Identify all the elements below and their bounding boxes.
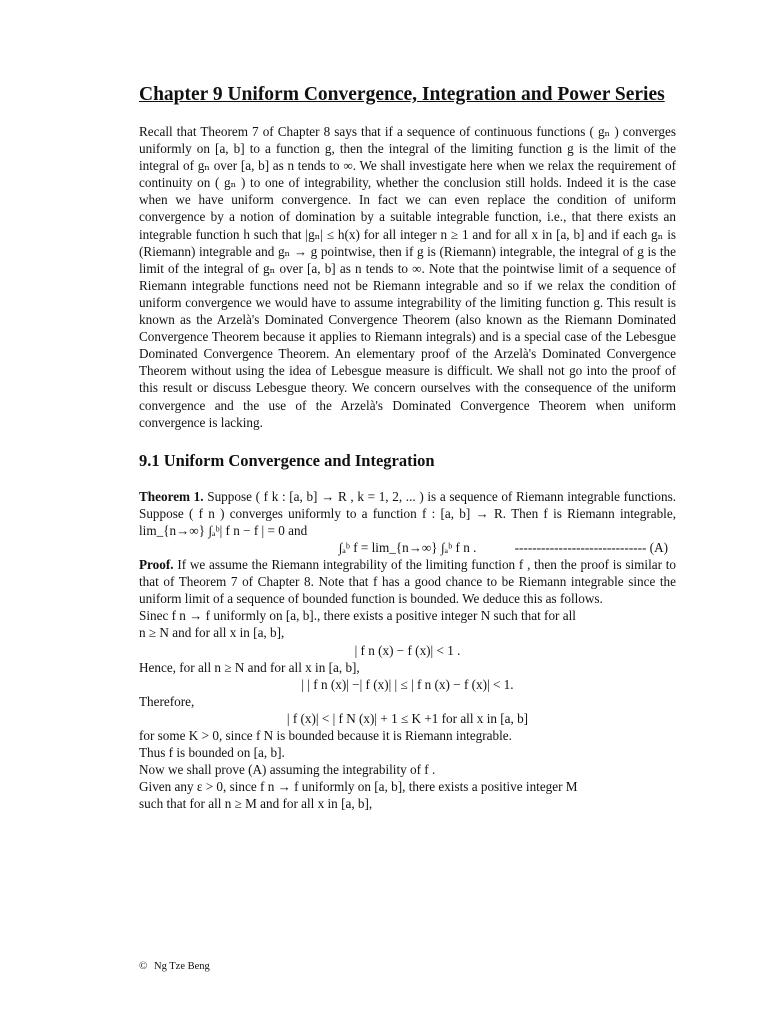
- proof-equation-1: | f n (x) − f (x)| < 1 .: [354, 642, 461, 658]
- proof-line-4: Therefore,: [139, 693, 195, 709]
- proof-line-5: for some K > 0, since f N is bounded because it is Riemann integrable.: [139, 728, 512, 743]
- copyright-icon: ©: [139, 960, 148, 972]
- proof-equation-3: | f (x)| < | f N (x)| + 1 ≤ K +1 for all x in [a, b]: [286, 710, 529, 726]
- proof-label: Proof.: [139, 557, 174, 573]
- proof-line-7: Now we shall prove (A) assuming the integrability of f .: [139, 762, 436, 778]
- proof-line-3: Hence, for all n ≥ N and for all x in [a, b],: [139, 659, 360, 675]
- proof-equation-2: | | f n (x)| −| f (x)| | ≤ | f n (x) − f (x)| < 1.: [301, 676, 514, 692]
- proof-line-8: Given any ε > 0, since f n → f uniformly on [a, b], there exists a positive integer M: [139, 779, 578, 795]
- proof-line-1: Sinec f n → f uniformly on [a, b]., there exists a positive integer N such that for all: [139, 608, 576, 624]
- theorem-text: Suppose ( f k : [a, b] → R , k = 1, 2, ... ) is a sequence of Riemann integrable functions. Suppose ( f n ) converges uniformly to a function f : [a, b] → R. Then f is Riemann integrable, lim_{n→∞} ∫ₐᵇ| f n − f | = 0 and: [139, 488, 677, 538]
- footer-author: Ng Tze Beng: [153, 961, 210, 972]
- proof-paragraph: [139, 556, 676, 607]
- equation-a: [139, 539, 676, 556]
- proof-line-6: Thus f is bounded on [a, b].: [139, 745, 285, 761]
- intro-paragraph: Recall that Theorem 7 of Chapter 8 says that if a sequence of continuous functions ( gₙ ) converges uniformly on [a, b] to a function g, then the integral of the limiting function g is the limit of the integral of gₙ over [a, b] as n tends to ∞. We shall investigate here when we relax the requirement of continuity on ( gₙ ) to one of integrability, whether the conclusion still holds. Indeed it is the case when we have uniform convergence. In fact we can even replace the condition of uniform convergence by a notion of domination by a suitable integrable function, i.e., that there exists an integrable function h such that |gₙ| ≤ h(x) for all integer n ≥ 1 and for all x in [a, b] and if each gₙ is (Riemann) integrable and gₙ → g pointwise, then if g is (Riemann) integrable, the integral of g is the limit of the integral of gₙ over [a, b] as n tends to ∞. Note that the pointwise limit of a sequence of Riemann integrable functions need not be Riemann integrable and so if we relax the condition of uniform convergence we would have to assume integrability of the limiting function g. This result is known as the Arzelà's Dominated Convergence Theorem (also known as the Riemann Dominated Convergence Theorem because it applies to Riemann integrals) and is a special case of the Lebesgue Dominated Convergence Theorem. An elementary proof of the Arzelà's Dominated Convergence Theorem without using the idea of Lebesgue measure is difficult. We shall not go into the proof of this result or discuss Lebesgue theory. We concern ourselves with the consequence of the uniform convergence and the use of the Arzelà's Dominated Convergence Theorem when uniform convergence is lacking.: [139, 124, 676, 430]
- section-title: 9.1 Uniform Convergence and Integration: [139, 450, 435, 470]
- proof-line-9: such that for all n ≥ M and for all x in [a, b],: [139, 796, 373, 812]
- document-page: [139, 84, 676, 812]
- proof-text: If we assume the Riemann integrability of the limiting function f , then the proof is similar to that of Theorem 7 of Chapter 8. Note that f has a good chance to be Riemann integrable since the uniform limit of a sequence of bounded function is bounded. We deduce this as follows.: [139, 557, 677, 607]
- proof-line-2: n ≥ N and for all x in [a, b],: [139, 625, 285, 641]
- theorem-label: Theorem 1.: [139, 488, 204, 504]
- equation-a-ref: ------------------------------ (A): [514, 539, 668, 555]
- chapter-title: Chapter 9 Uniform Convergence, Integration and Power Series: [139, 84, 665, 105]
- equation-a-body: ∫ₐᵇ f = lim_{n→∞} ∫ₐᵇ f n .: [338, 539, 477, 555]
- page-footer: [139, 960, 210, 972]
- theorem-statement: [139, 488, 676, 539]
